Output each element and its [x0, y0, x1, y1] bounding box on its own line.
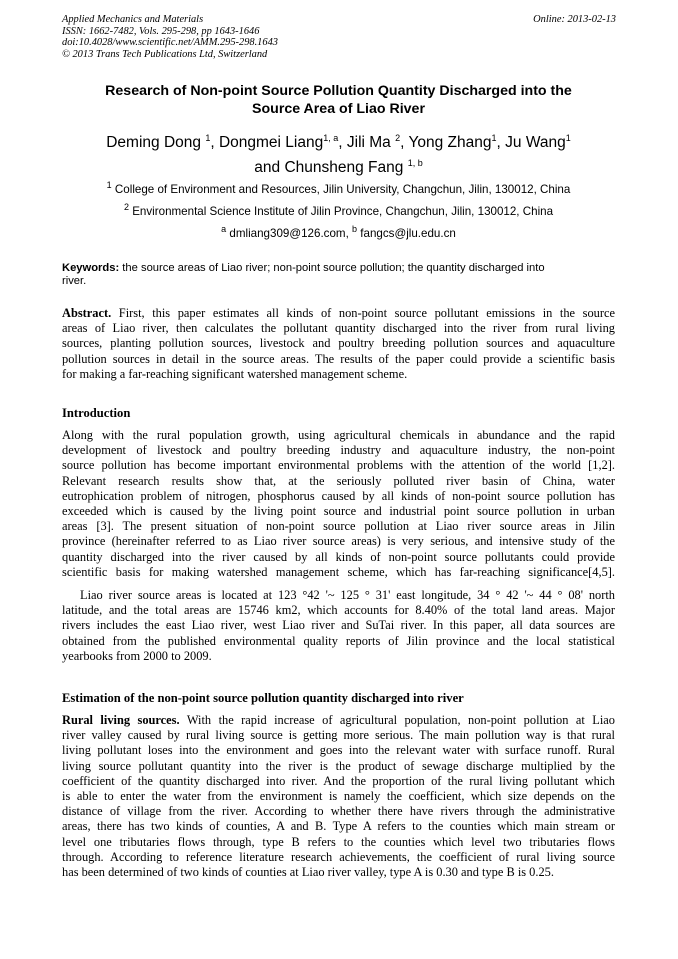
affiliation-2: [62, 202, 615, 219]
body-line: obtained from the published environmental quality reports of Jilin province and the local statistical: [62, 633, 615, 648]
body-line: coefficient of the quantity discharged into river. And the proportion of the rural living pollutant which: [62, 773, 615, 788]
author-name: Dongmei Liang: [218, 134, 324, 151]
body-line: areas [3]. The present situation of non-point source pollution at Liao river source areas in Jilin: [62, 519, 615, 534]
journal-copyright: © 2013 Trans Tech Publications Ltd, Switzerland: [62, 48, 268, 60]
author-name: Yong Zhang: [408, 134, 492, 151]
body-line: through. According to reference literature research achievements, the coefficient of rural living source: [62, 849, 615, 864]
journal-header: [62, 14, 278, 60]
keywords-text: river.: [62, 275, 87, 287]
body-line: living pollutant loses into the environment and goes into the relevant water with surface runoff. Rural: [62, 743, 615, 758]
section-heading-estimation: Estimation of the non-point source pollution quantity discharged into river: [62, 691, 464, 705]
affil-text: College of Environment and Resources, Jilin University, Changchun, Jilin, 130012, China: [114, 183, 571, 196]
body-line: eutrophication problem of nitrogen, phosphorus caused by all kinds of non-point source pollution has: [62, 488, 615, 503]
body-line: development of livestock and poultry breeding industry and aquaculture industry, the non-point: [62, 443, 615, 458]
author-affil-mark: 2: [395, 132, 401, 143]
introduction-paragraph-2: [62, 588, 615, 664]
body-line: level one tributaries flows through, type B refers to the counties which level two tributaries flows: [62, 834, 615, 849]
paper-title: [62, 82, 615, 118]
author-conjunction: and: [254, 159, 285, 176]
email-a: dmliang309@126.com,: [229, 227, 349, 240]
affil-text: Environmental Science Institute of Jilin Province, Changchun, Jilin, 130012, China: [132, 205, 554, 218]
abstract-label: Abstract.: [62, 306, 112, 320]
author-affil-mark: 1: [491, 132, 497, 143]
body-line: scientific basis for making watershed management scheme, which has far-reaching significance[4,5].: [62, 564, 615, 579]
online-date: Online: 2013-02-13: [533, 14, 616, 25]
affil-number: 1: [106, 180, 112, 191]
body-line: Along with the rural population growth, using agricultural chemicals in abundance and the rapid: [62, 428, 615, 442]
author-emails: [62, 224, 615, 241]
abstract-line: areas of Liao river, then calculates the pollutant quantity discharged into the river from rural living: [62, 321, 615, 336]
body-line: quantity discharged into the river caused by all kinds of non-point source pollutants could provide: [62, 549, 615, 564]
subsection-lead: Rural living sources.: [62, 713, 180, 727]
abstract-line: Abstract. First, this paper estimates all kinds of non-point source pollutant emissions in the source: [62, 306, 615, 320]
author-line: [62, 155, 615, 180]
body-line: rivers includes the east Liao river, west Liao river and SuTai river. In this paper, all data sources are: [62, 618, 615, 633]
body-line: living source pollutant quantity into the river is the product of sewage discharge multiplied by the: [62, 758, 615, 773]
title-line: Source Area of Liao River: [252, 101, 425, 117]
body-line: river valley caused by rural living source is getting more serious. The main pollution way is that rural: [62, 728, 615, 743]
email-mark: b: [352, 224, 358, 235]
journal-issn: ISSN: 1662-7482, Vols. 295-298, pp 1643-1646: [62, 25, 260, 37]
body-line: yearbooks from 2000 to 2009.: [62, 648, 212, 663]
email-mark: a: [221, 224, 227, 235]
abstract: [62, 306, 615, 382]
body-line: latitude, and the total areas are 15746 km2, which accounts for 8.40% of the total land areas. Major: [62, 603, 615, 618]
body-line: distance of village from the river. According to whether there have rivers through the administrative: [62, 804, 615, 819]
body-line: areas, there has two kinds of counties, A and B. Type A refers to the counties which main stream or: [62, 819, 615, 834]
introduction-paragraph-1: [62, 428, 615, 580]
abstract-line: sources, planting pollution sources, livestock and poultry breeding pollution sources and aquaculture: [62, 336, 615, 351]
keywords: [62, 262, 615, 288]
author-list: [62, 130, 615, 180]
title-line: Research of Non-point Source Pollution Quantity Discharged into the: [105, 83, 572, 99]
author-name: Chunsheng Fang: [284, 159, 404, 176]
journal-doi: doi:10.4028/www.scientific.net/AMM.295-298.1643: [62, 37, 278, 48]
rural-living-sources-paragraph: [62, 713, 615, 880]
author-name: Ju Wang: [505, 134, 566, 151]
author-name: Jili Ma: [346, 134, 391, 151]
author-line: Deming Dong $^1$, Dongmei Liang$^{1, a}$, Jili Ma $^2$, Yong Zhang$^1$, Ju Wang$^1$: [106, 132, 571, 151]
body-line: exceeded which is caused by the living point source and industrial point source pollution in urban: [62, 504, 615, 519]
keywords-label: Keywords:: [62, 262, 120, 274]
author-affil-mark: 1, a: [323, 132, 339, 143]
keywords-text: the source areas of Liao river; non-point source pollution; the quantity discharged into: [119, 262, 545, 274]
body-line: has been determined of two kinds of counties at Liao river valley, type A is 0.30 and type B is 0.25.: [62, 865, 554, 880]
body-line: is able to enter the water from the environment is namely the coefficient, which size depends on the: [62, 789, 615, 804]
body-line: province (hereinafter referred to as Liao river source areas) is very serious, and intensive study of the: [62, 534, 615, 549]
abstract-line: pollution sources in detail in the source areas. The results of the paper could provide a scientific basis: [62, 351, 615, 366]
body-line: Relevant research results show that, at the seriously polluted river basin of China, water: [62, 473, 615, 488]
body-line: Liao river source areas is located at 123 °42 '~ 125 ° 31' east longitude, 34 ° 42 '~ 44 ° 08' north: [80, 588, 615, 602]
abstract-line: for making a far-reaching significant watershed management scheme.: [62, 366, 408, 381]
author-affil-mark: 1: [205, 132, 211, 143]
section-heading-introduction: Introduction: [62, 406, 131, 420]
author-name: Deming Dong: [106, 134, 202, 151]
author-affil-mark: 1: [565, 132, 571, 143]
email-b: fangcs@jlu.edu.cn: [360, 227, 456, 240]
body-line: source pollution has become important environmental problems with the attention of the world [1,2].: [62, 458, 615, 473]
body-line: Rural living sources. With the rapid increase of agricultural population, non-point pollution at Liao: [62, 713, 615, 727]
journal-name: Applied Mechanics and Materials: [62, 14, 204, 25]
affil-number: 2: [123, 202, 129, 213]
author-affil-mark: 1, b: [407, 157, 423, 168]
affiliation-1: [62, 180, 615, 197]
